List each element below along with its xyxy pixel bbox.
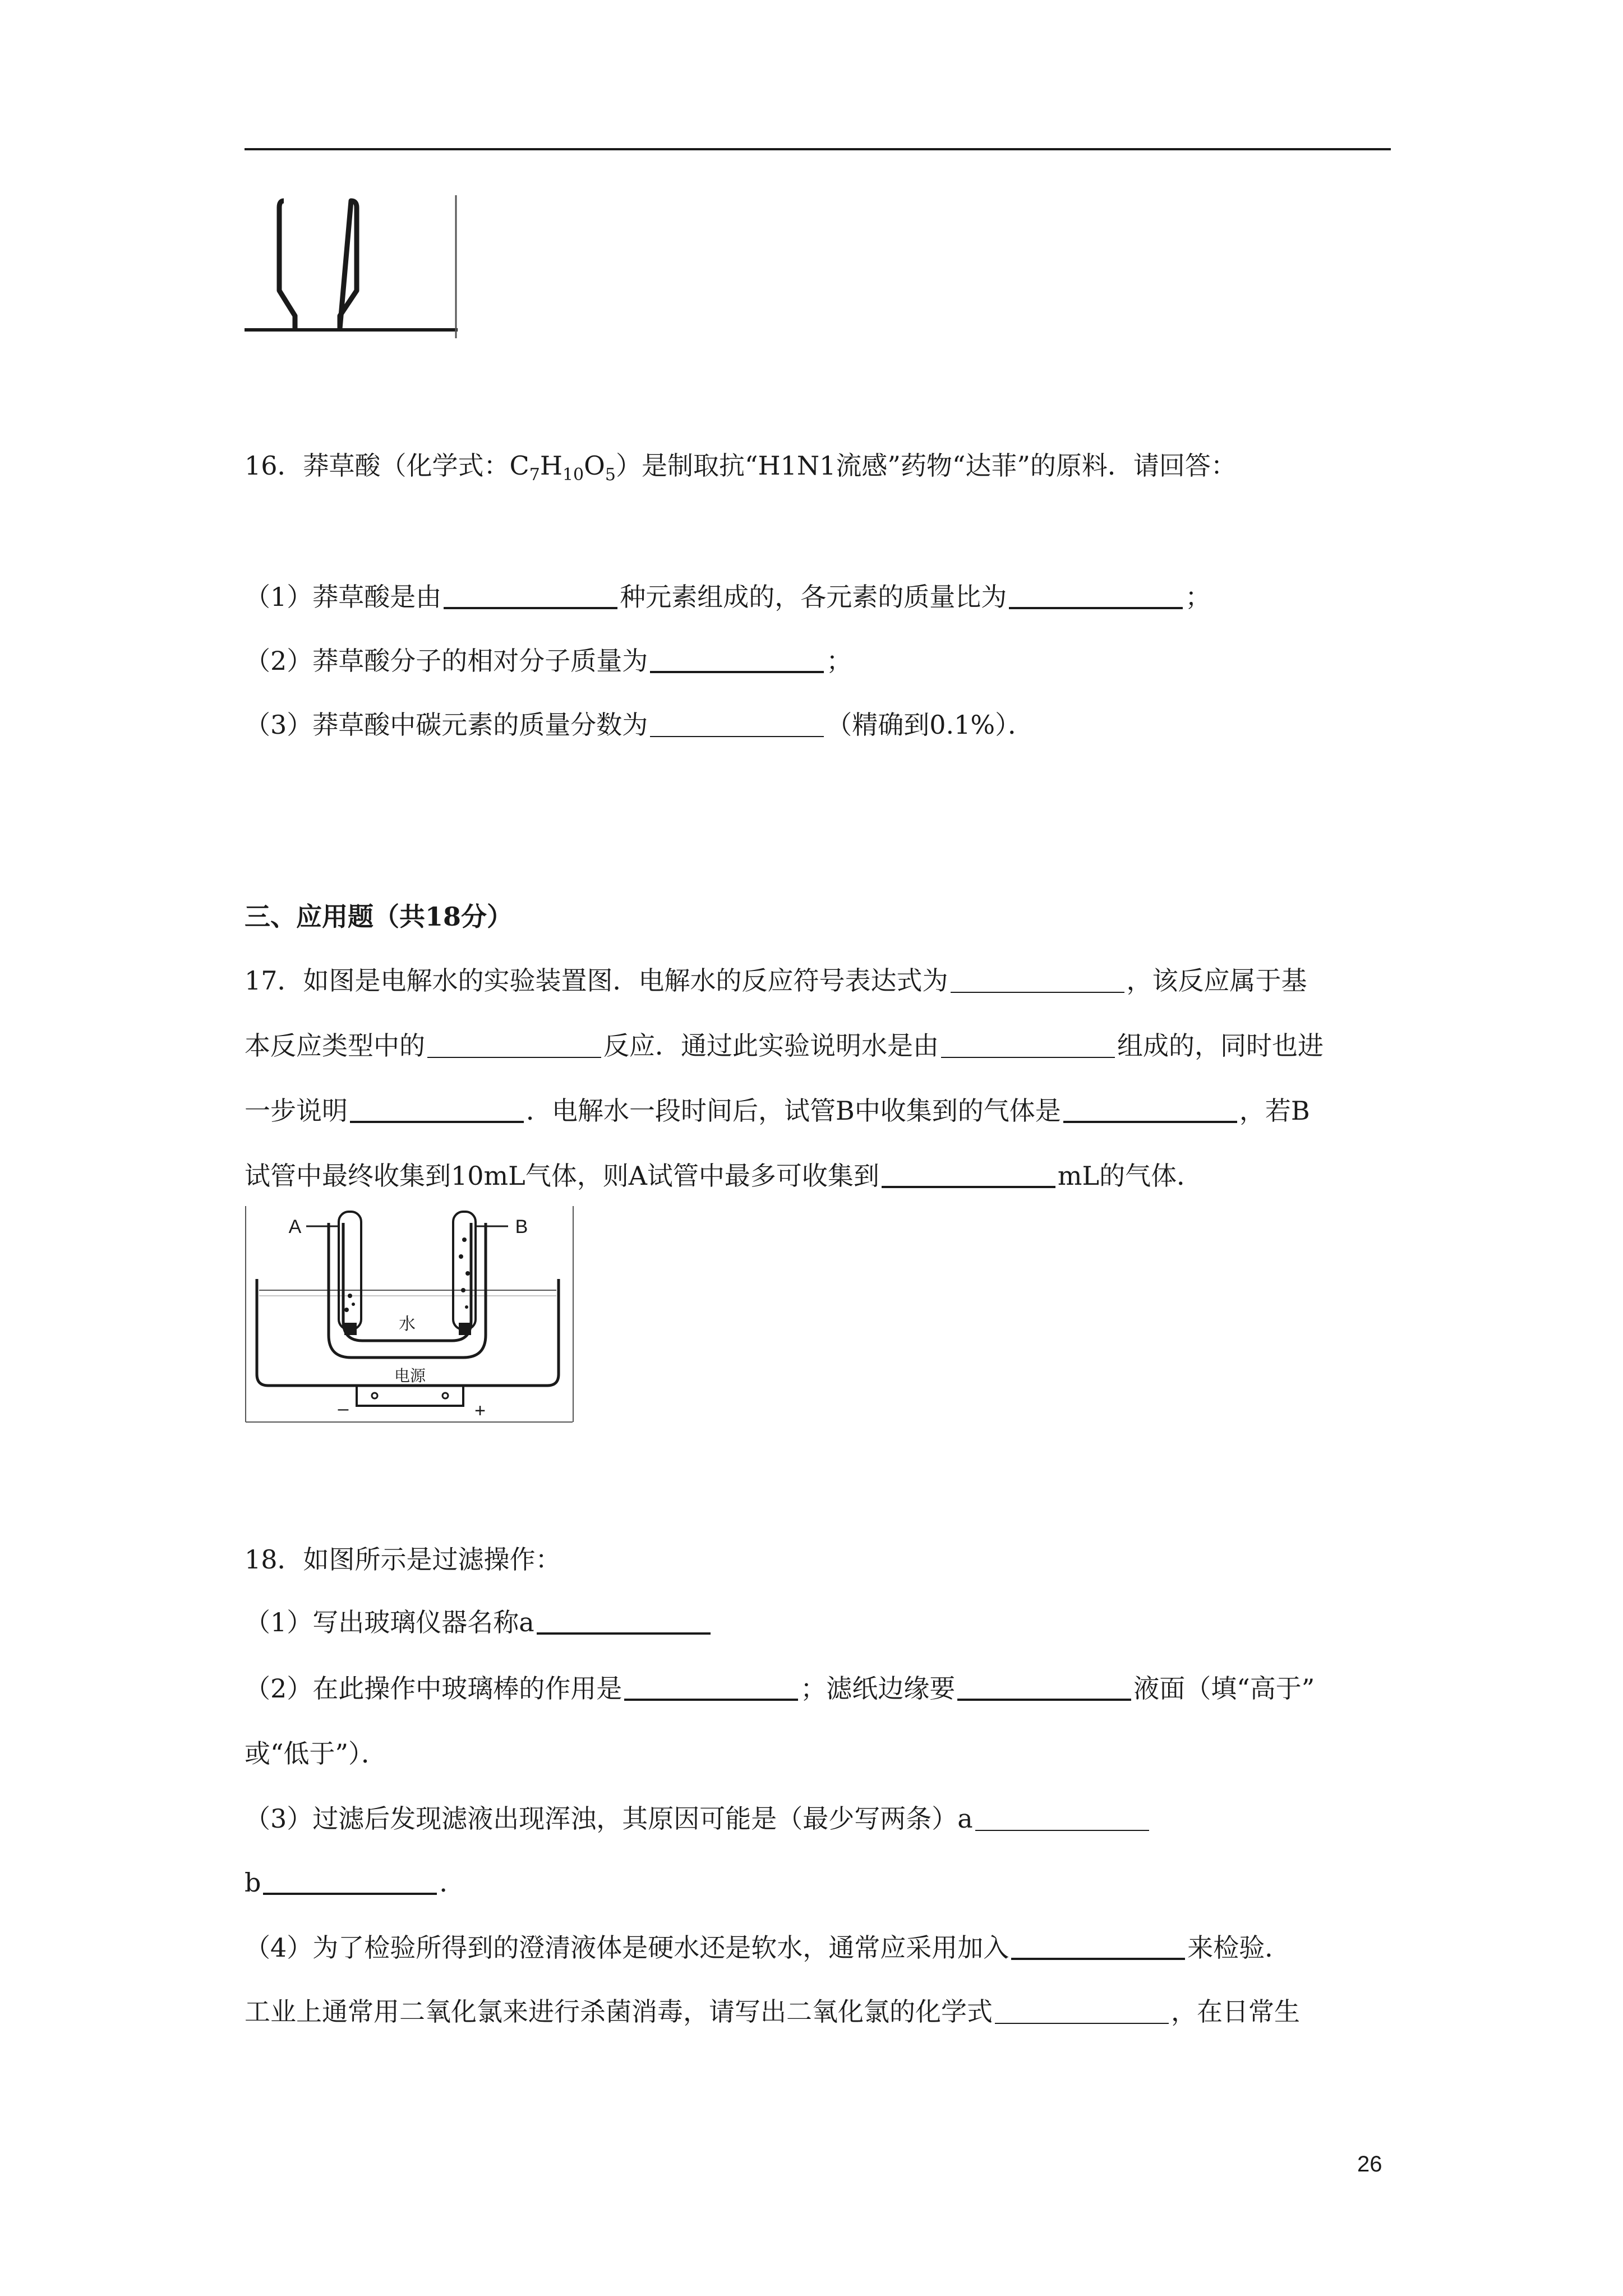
q17-line3: 一步说明 ．电解水一段时间后，试管B中收集到的气体是 ，若B xyxy=(245,1094,1310,1128)
q18-stem: 18．如图所示是过滤操作： xyxy=(245,1544,561,1575)
water-label: 水 xyxy=(399,1314,416,1334)
page-number: 26 xyxy=(1357,2152,1382,2177)
answer-blank[interactable] xyxy=(624,1672,798,1701)
q16-stem: 16．莽草酸（化学式：$C_7H_{10}O_5$）是制取抗“H1N1流感”药物“达菲”的原料．请回答： xyxy=(245,450,1237,485)
q16-part3: （3）莽草酸中碳元素的质量分数为 （精确到0.1%）． xyxy=(245,710,1034,740)
q18-part1: （1）写出玻璃仪器名称a xyxy=(245,1605,713,1639)
q16-part2: （2）莽草酸分子的相对分子质量为 ； xyxy=(245,644,852,678)
q17-line2: 本反应类型中的 反应．通过此实验说明水是由 组成的，同时也进 xyxy=(245,1030,1324,1061)
q18-part2-cont: 或“低于”）． xyxy=(245,1738,388,1769)
q17-line4: 试管中最终收集到10mL气体，则A试管中最多可收集到 mL的气体． xyxy=(245,1159,1202,1193)
answer-blank[interactable] xyxy=(650,644,824,673)
q18-part3-b: b ． xyxy=(245,1866,465,1899)
answer-blank[interactable] xyxy=(350,1094,524,1123)
electrolysis-figure xyxy=(245,1206,575,1425)
answer-blank[interactable] xyxy=(995,1996,1169,2024)
flask-figure xyxy=(245,195,463,341)
positive-label: + xyxy=(474,1400,486,1421)
label-b: B xyxy=(515,1216,528,1237)
q18-part2: （2）在此操作中玻璃棒的作用是 ；滤纸边缘要 液面（填“高于” xyxy=(245,1672,1315,1705)
answer-blank[interactable] xyxy=(1009,580,1183,609)
answer-blank[interactable] xyxy=(444,580,617,609)
answer-blank[interactable] xyxy=(975,1803,1149,1831)
label-a: A xyxy=(288,1216,302,1237)
answer-blank[interactable] xyxy=(537,1605,711,1635)
answer-blank[interactable] xyxy=(951,965,1124,993)
header-rule xyxy=(245,148,1391,150)
answer-blank[interactable] xyxy=(263,1866,437,1895)
q18-part5: 工业上通常用二氧化氯来进行杀菌消毒，请写出二氧化氯的化学式 ，在日常生 xyxy=(245,1996,1300,2027)
answer-blank[interactable] xyxy=(1063,1094,1237,1123)
section-title: 三、应用题（共18分） xyxy=(245,901,513,932)
answer-blank[interactable] xyxy=(941,1030,1115,1058)
answer-blank[interactable] xyxy=(1011,1931,1185,1960)
power-label: 电源 xyxy=(394,1366,426,1385)
answer-blank[interactable] xyxy=(427,1030,601,1058)
q18-part3: （3）过滤后发现滤液出现浑浊，其原因可能是（最少写两条）a xyxy=(245,1802,1151,1835)
q17-line1: 17．如图是电解水的实验装置图．电解水的反应符号表达式为 ，该反应属于基 xyxy=(245,965,1307,996)
answer-blank[interactable] xyxy=(882,1159,1055,1188)
negative-label: – xyxy=(338,1398,349,1419)
answer-blank[interactable] xyxy=(957,1672,1131,1701)
answer-blank[interactable] xyxy=(650,709,824,737)
q16-part1: （1）莽草酸是由 种元素组成的，各元素的质量比为 ； xyxy=(245,580,1211,614)
q18-part4: （4）为了检验所得到的澄清液体是硬水还是软水，通常应采用加入 来检验． xyxy=(245,1931,1290,1964)
